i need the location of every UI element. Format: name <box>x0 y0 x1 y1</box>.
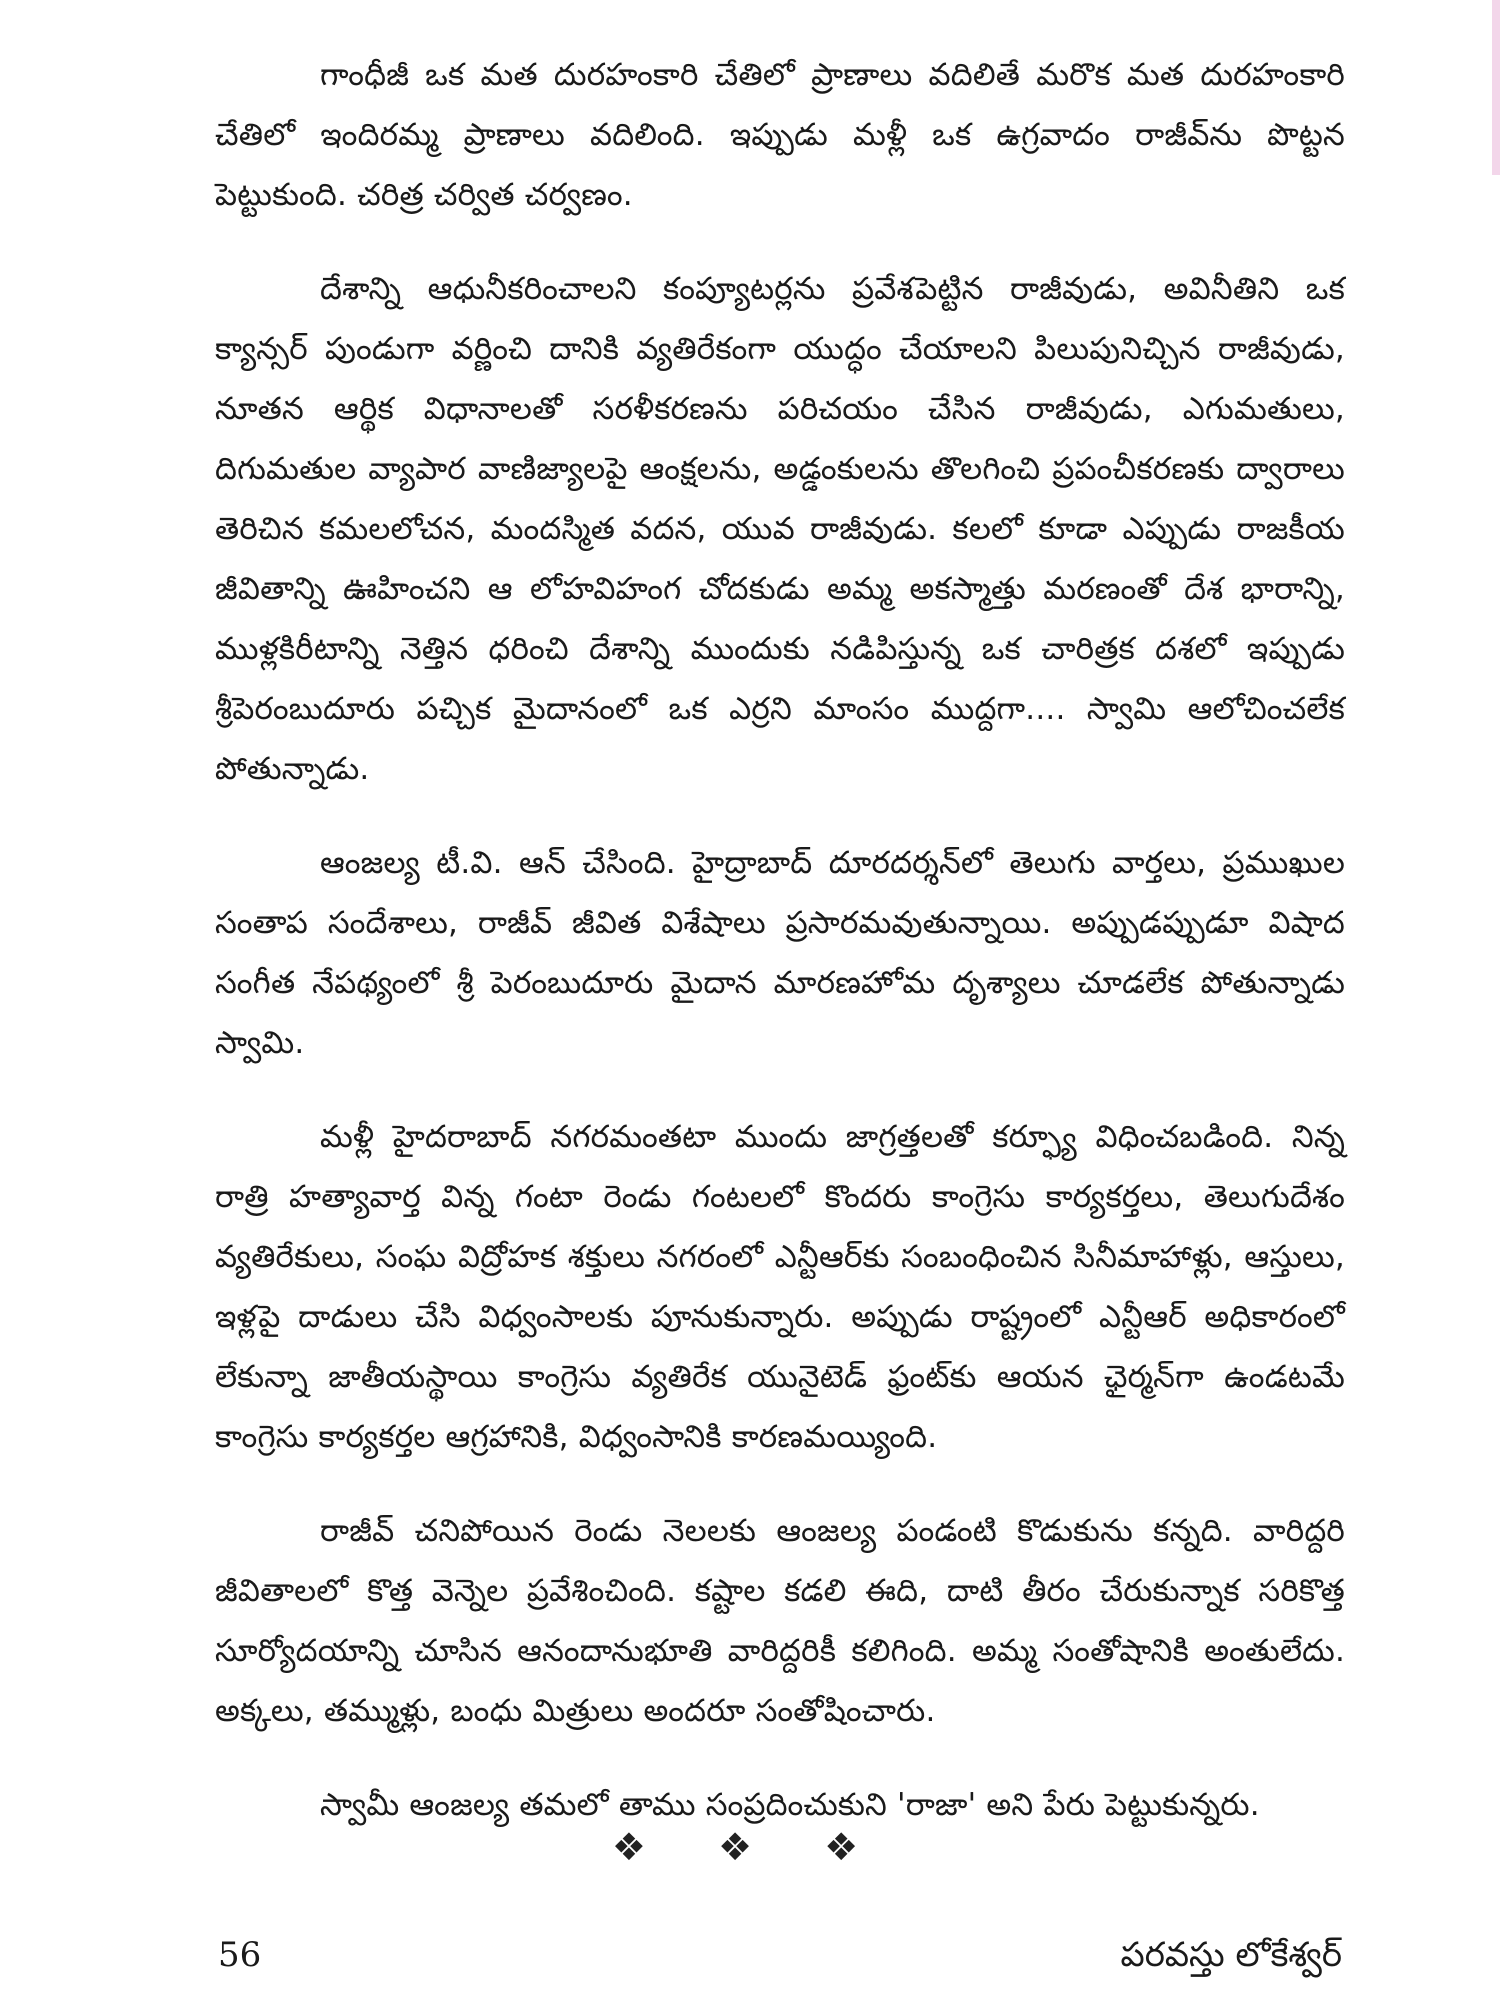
paragraph-2: దేశాన్ని ఆధునీకరించాలని కంప్యూటర్లను ప్రవేశపెట్టిన రాజీవుడు, అవినీతిని ఒక క్యాన్సర్ పుండుగా వర్ణించి దానికి వ్యతిరేకంగా యుద్ధం చేయాలని పిలుపునిచ్చిన రాజీవుడు, నూతన ఆర్థిక విధానాలతో సరళీకరణను పరిచయం చేసిన రాజీవుడు, ఎగుమతులు, దిగుమతుల వ్యాపార వాణిజ్యాలపై ఆంక్షలను, అడ్డంకులను తొలగించి ప్రపంచీకరణకు ద్వారాలు తెరిచిన కమలలోచన, మందస్మిత వదన, యువ రాజీవుడు. కలలో కూడా ఎప్పుడు రాజకీయ జీవితాన్ని ఊహించని ఆ లోహవిహంగ చోదకుడు అమ్మ అకస్మాత్తు మరణంతో దేశ భారాన్ని, ముళ్లకిరీటాన్ని నెత్తిన ధరించి దేశాన్ని ముందుకు నడిపిస్తున్న ఒక చారిత్రక దశలో ఇప్పుడు శ్రీపెరంబుదూరు పచ్చిక మైదానంలో ఒక ఎర్రని మాంసం ముద్దగా.... స్వామి ఆలోచించలేక పోతున్నాడు. <box>215 271 1345 787</box>
author-name: పరవస్తు లోకేశ్వర్ <box>1120 1935 1342 1975</box>
page-body <box>215 45 1345 1869</box>
paragraph-1: గాంధీజీ ఒక మత దురహంకారి చేతిలో ప్రాణాలు వదిలితే మరొక మత దురహంకారి చేతిలో ఇందిరమ్మ ప్రాణాలు వదిలింది. ఇప్పుడు మళ్లీ ఒక ఉగ్రవాదం రాజీవ్‌ను పొట్టన పెట్టుకుంది. చరిత్ర చర్విత చర్వణం. <box>215 57 1345 213</box>
page-edge-tab <box>1492 0 1500 175</box>
paragraph-3: ఆంజల్య టీ.వి. ఆన్ చేసింది. హైద్రాబాద్ దూరదర్శన్‌లో తెలుగు వార్తలు, ప్రముఖుల సంతాప సందేశాలు, రాజీవ్ జీవిత విశేషాలు ప్రసారమవుతున్నాయి. అప్పుడప్పుడూ విషాద సంగీత నేపథ్యంలో శ్రీ పెరంబుదూరు మైదాన మారణహోమ దృశ్యాలు చూడలేక పోతున్నాడు స్వామి. <box>215 845 1345 1061</box>
paragraph-4: మళ్లీ హైదరాబాద్ నగరమంతటా ముందు జాగ్రత్తలతో కర్ఫ్యూ విధించబడింది. నిన్న రాత్రి హత్యావార్త విన్న గంటా రెండు గంటలలో కొందరు కాంగ్రెసు కార్యకర్తలు, తెలుగుదేశం వ్యతిరేకులు, సంఘ విద్రోహక శక్తులు నగరంలో ఎన్టీఆర్‌కు సంబంధించిన సినీమాహాళ్లు, ఆస్తులు, ఇళ్లపై దాడులు చేసి విధ్వంసాలకు పూనుకున్నారు. అప్పుడు రాష్ట్రంలో ఎన్టీఆర్ అధికారంలో లేకున్నా జాతీయస్థాయి కాంగ్రెసు వ్యతిరేక యునైటెడ్ ఫ్రంట్‌కు ఆయన ఛైర్మన్‌గా ఉండటమే కాంగ్రెసు కార్యకర్తల ఆగ్రహానికి, విధ్వంసానికి కారణమయ్యింది. <box>215 1119 1345 1455</box>
paragraph-6: స్వామీ ఆంజల్య తమలో తాము సంప్రదించుకుని 'రాజా' అని పేరు పెట్టుకున్నరు. <box>320 1787 1260 1823</box>
section-break-ornament: ❖ ❖ ❖ <box>611 1825 889 1869</box>
page-number: 56 <box>218 1935 262 1975</box>
paragraph-5: రాజీవ్ చనిపోయిన రెండు నెలలకు ఆంజల్య పండంటి కొడుకును కన్నది. వారిద్దరి జీవితాలలో కొత్త వెన్నెల ప్రవేశించింది. కష్టాల కడలి ఈది, దాటి తీరం చేరుకున్నాక సరికొత్త సూర్యోదయాన్ని చూసిన ఆనందానుభూతి వారిద్దరికీ కలిగింది. అమ్మ సంతోషానికి అంతులేదు. అక్కలు, తమ్ముళ్లు, బంధు మిత్రులు అందరూ సంతోషించారు. <box>215 1513 1345 1729</box>
